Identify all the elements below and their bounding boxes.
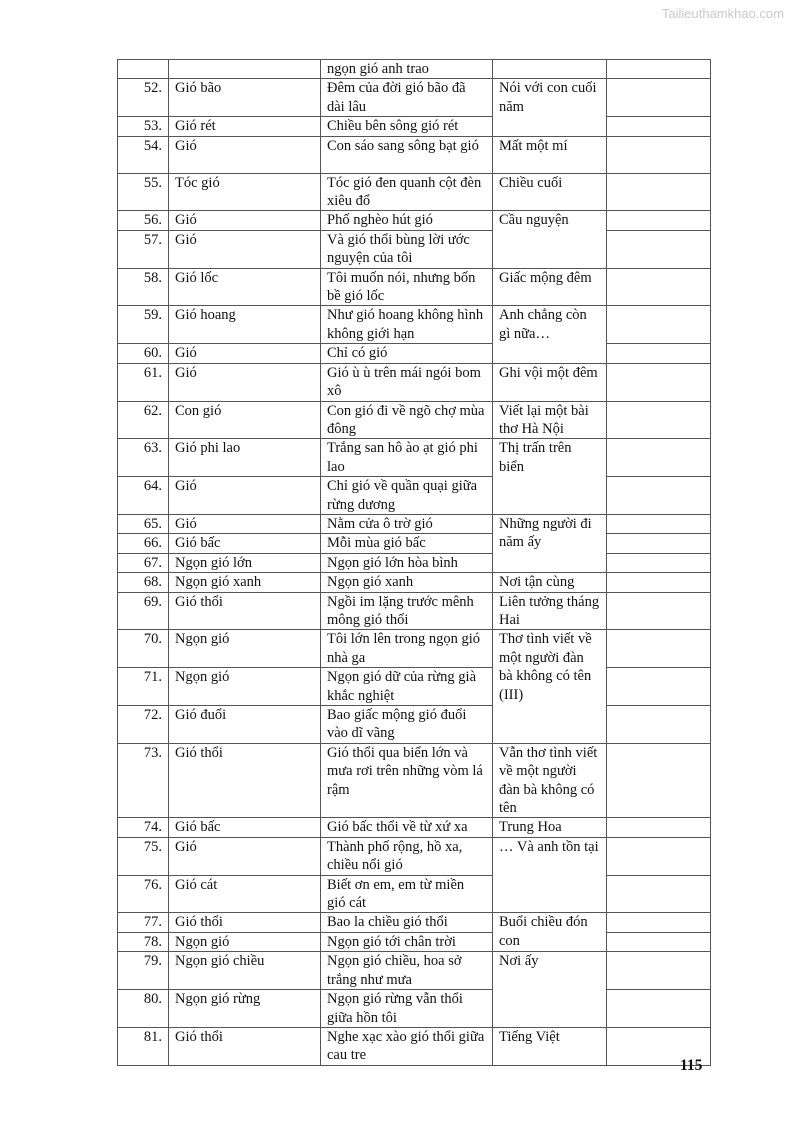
wind-word: Gió đuổi [169,706,321,744]
wind-word [169,60,321,79]
table-row [118,837,711,875]
wind-word: Gió bấc [169,534,321,553]
verse-line: Tôi muốn nói, nhưng bốn bề gió lốc [321,268,493,306]
empty-cell [607,553,711,572]
poem-title: Liên tưởng tháng Hai [493,592,607,630]
empty-cell [607,952,711,990]
table-row [118,818,711,837]
table-row [118,932,711,951]
row-number: 59. [118,306,169,344]
table-row [118,514,711,533]
table-row [118,477,711,515]
poem-title: Thơ tình viết về một người đàn bà không có tên (III) [493,630,607,743]
empty-cell [607,136,711,173]
row-number: 60. [118,344,169,363]
poem-title: Anh chẳng còn gì nữa… [493,306,607,363]
table-row [118,363,711,401]
wind-word: Tóc gió [169,173,321,211]
row-number: 57. [118,230,169,268]
watermark: Tailieuthamkhao.com [661,6,784,21]
wind-word: Gió bấc [169,818,321,837]
verse-line: Chỉ có gió [321,344,493,363]
table-row [118,401,711,439]
poem-title: Ghi vội một đêm [493,363,607,401]
empty-cell [607,401,711,439]
wind-word: Gió thổi [169,913,321,932]
empty-cell [607,837,711,875]
row-number: 77. [118,913,169,932]
empty-cell [607,706,711,744]
poem-title [493,60,607,79]
verse-line: Con sáo sang sông bạt gió [321,136,493,173]
verse-line: Và gió thổi bùng lời ước nguyện của tôi [321,230,493,268]
table-row [118,990,711,1028]
wind-word: Gió [169,477,321,515]
row-number: 69. [118,592,169,630]
verse-line: Biết ơn em, em từ miền gió cát [321,875,493,913]
verse-line: Trắng san hô ào ạt gió phi lao [321,439,493,477]
wind-word: Ngọn gió lớn [169,553,321,572]
empty-cell [607,875,711,913]
empty-cell [607,439,711,477]
row-number: 66. [118,534,169,553]
row-number: 74. [118,818,169,837]
table-row [118,344,711,363]
empty-cell [607,79,711,117]
verse-line: Tóc gió đen quanh cột đèn xiêu đổ [321,173,493,211]
wind-word: Ngọn gió chiều [169,952,321,990]
poem-title: Tiếng Việt [493,1027,607,1065]
wind-word: Gió hoang [169,306,321,344]
empty-cell [607,818,711,837]
verse-line: Ngọn gió chiều, hoa sở trắng như mưa [321,952,493,990]
row-number: 53. [118,117,169,136]
poem-title: Vẫn thơ tình viết về một người đàn bà không có tên [493,743,607,818]
wind-word: Gió [169,363,321,401]
empty-cell [607,60,711,79]
poem-title: Mất một mí [493,136,607,173]
poem-title: Nơi tận cùng [493,573,607,592]
row-number: 71. [118,668,169,706]
poem-title: Cầu nguyện [493,211,607,268]
table-row [118,439,711,477]
poem-title: Buổi chiều đón con [493,913,607,952]
wind-word: Gió lốc [169,268,321,306]
table-row [118,173,711,211]
poem-title: Trung Hoa [493,818,607,837]
verse-line: Đêm của đời gió bão đã dài lâu [321,79,493,117]
table-row [118,668,711,706]
poem-title: Thị trấn trên biển [493,439,607,515]
empty-cell [607,477,711,515]
verse-line: Chỉ gió về quần quại giữa rừng dương [321,477,493,515]
row-number: 73. [118,743,169,818]
table-row [118,136,711,173]
wind-word: Ngọn gió rừng [169,990,321,1028]
verse-line: Chiều bên sông gió rét [321,117,493,136]
verse-line: Như gió hoang không hình không giới hạn [321,306,493,344]
empty-cell [607,630,711,668]
verse-line: Ngọn gió dữ của rừng già khắc nghiệt [321,668,493,706]
verse-line: Mỗi mùa gió bấc [321,534,493,553]
wind-word: Gió rét [169,117,321,136]
row-number: 67. [118,553,169,572]
wind-word: Gió thổi [169,743,321,818]
row-number: 61. [118,363,169,401]
wind-word: Ngọn gió xanh [169,573,321,592]
empty-cell [607,173,711,211]
table-row [118,211,711,230]
empty-cell [607,932,711,951]
verse-line: Nằm cửa ô trờ gió [321,514,493,533]
table-body [118,60,711,1066]
wind-word: Gió [169,514,321,533]
table-row [118,1027,711,1065]
wind-word: Gió cát [169,875,321,913]
row-number: 81. [118,1027,169,1065]
wind-word: Gió thổi [169,1027,321,1065]
poem-title: Những người đi năm ấy [493,514,607,572]
verse-line: Gió ù ù trên mái ngói bom xô [321,363,493,401]
row-number: 78. [118,932,169,951]
table-row [118,79,711,117]
wind-word: Gió phi lao [169,439,321,477]
row-number: 68. [118,573,169,592]
verse-line: Ngồi im lặng trước mênh mông gió thổi [321,592,493,630]
wind-word: Gió [169,136,321,173]
row-number: 58. [118,268,169,306]
verse-line: Ngọn gió xanh [321,573,493,592]
table-row [118,592,711,630]
table-row [118,875,711,913]
table-row [118,117,711,136]
empty-cell [607,514,711,533]
empty-cell [607,668,711,706]
verse-line: ngọn gió anh trao [321,60,493,79]
empty-cell [607,363,711,401]
table-row [118,268,711,306]
empty-cell [607,268,711,306]
page-number: 115 [680,1057,703,1074]
table-row [118,553,711,572]
table-row [118,306,711,344]
table-row [118,706,711,744]
empty-cell [607,990,711,1028]
table-row [118,952,711,990]
verse-line: Con gió đi về ngõ chợ mùa đông [321,401,493,439]
poem-title: Nơi ấy [493,952,607,1028]
poem-title: Giấc mộng đêm [493,268,607,306]
empty-cell [607,573,711,592]
row-number: 80. [118,990,169,1028]
verse-line: Bao la chiều gió thổi [321,913,493,932]
row-number: 52. [118,79,169,117]
wind-word: Gió bão [169,79,321,117]
verse-line: Gió bấc thổi về từ xứ xa [321,818,493,837]
wind-word: Con gió [169,401,321,439]
verse-line: Gió thổi qua biển lớn và mưa rơi trên những vòm lá rậm [321,743,493,818]
wind-word: Ngọn gió [169,932,321,951]
row-number: 70. [118,630,169,668]
poem-title: Chiều cuối [493,173,607,211]
verse-line: Nghe xạc xào gió thổi giữa cau tre [321,1027,493,1065]
row-number: 63. [118,439,169,477]
verse-line: Tôi lớn lên trong ngọn gió nhà ga [321,630,493,668]
table-row [118,630,711,668]
poem-title: … Và anh tồn tại [493,837,607,913]
row-number: 65. [118,514,169,533]
verse-line: Ngọn gió lớn hòa bình [321,553,493,572]
empty-cell [607,743,711,818]
empty-cell [607,306,711,344]
table-row [118,743,711,818]
wind-word: Ngọn gió [169,630,321,668]
row-number: 76. [118,875,169,913]
row-number [118,60,169,79]
wind-word-table [117,59,711,1066]
empty-cell [607,344,711,363]
row-number: 54. [118,136,169,173]
wind-word: Gió [169,230,321,268]
row-number: 64. [118,477,169,515]
wind-word: Gió thổi [169,592,321,630]
verse-line: Phố nghèo hút gió [321,211,493,230]
verse-line: Bao giấc mộng gió đuổi vào dĩ vãng [321,706,493,744]
wind-word: Ngọn gió [169,668,321,706]
row-number: 62. [118,401,169,439]
wind-word: Gió [169,211,321,230]
wind-word: Gió [169,837,321,875]
verse-line: Ngọn gió rừng vẫn thổi giữa hồn tôi [321,990,493,1028]
table-row [118,913,711,932]
row-number: 72. [118,706,169,744]
empty-cell [607,117,711,136]
verse-line: Ngọn gió tới chân trời [321,932,493,951]
table-row [118,60,711,79]
empty-cell [607,592,711,630]
row-number: 75. [118,837,169,875]
row-number: 79. [118,952,169,990]
row-number: 55. [118,173,169,211]
table-row [118,230,711,268]
table-row [118,534,711,553]
table-row [118,573,711,592]
empty-cell [607,230,711,268]
empty-cell [607,211,711,230]
wind-word: Gió [169,344,321,363]
verse-line: Thành phố rộng, hồ xa, chiều nổi gió [321,837,493,875]
empty-cell [607,534,711,553]
empty-cell [607,913,711,932]
row-number: 56. [118,211,169,230]
poem-title: Nói với con cuối năm [493,79,607,136]
poem-title: Viết lại một bài thơ Hà Nội [493,401,607,439]
